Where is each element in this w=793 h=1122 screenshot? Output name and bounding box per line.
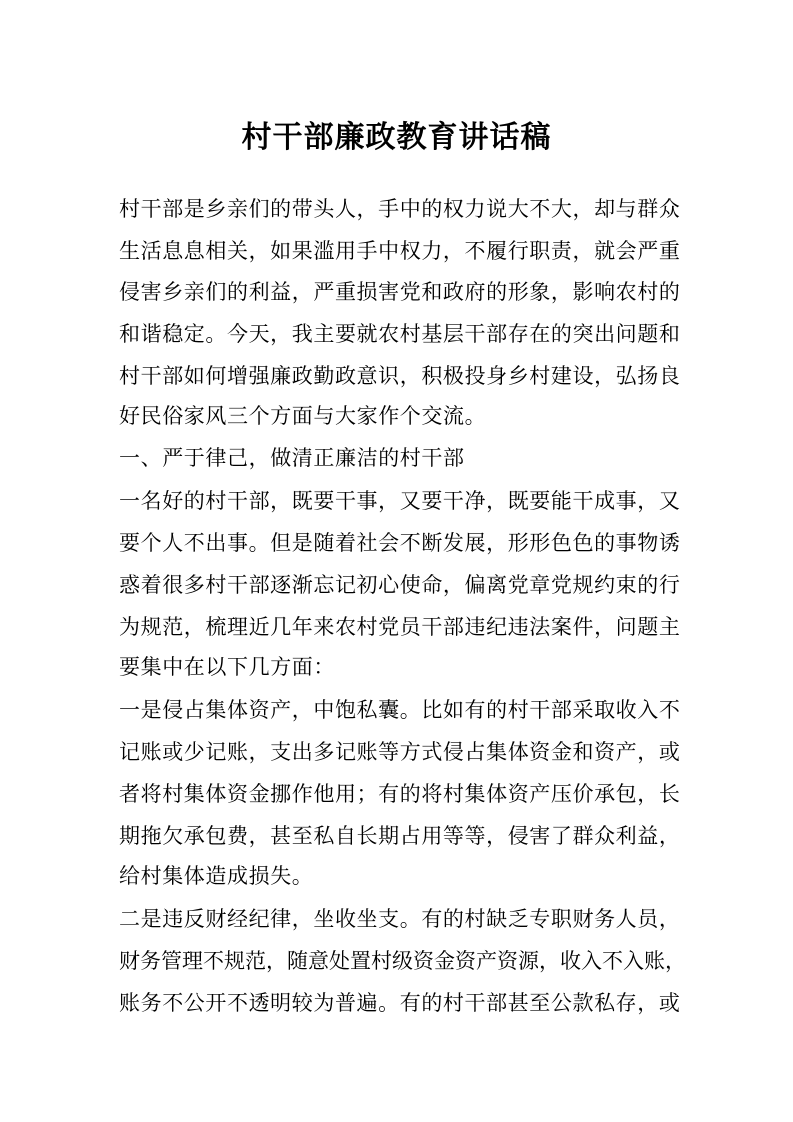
text-line: 二 是 违 反 财 经 纪 律 ， 坐 收 坐 支 。 有 的 村 缺 乏 专 职 财 务 人 员 ，: [119, 907, 680, 932]
paragraph: [119, 898, 686, 1023]
text-line: 村 干 部 是 乡 亲 们 的 带 头 人 ， 手 中 的 权 力 说 大 不 大 ， 却 与 群 众: [119, 196, 680, 221]
text-line: 账 务 不 公 开 不 透 明 较 为 普 遍 。 有 的 村 干 部 甚 至 公 款 私 存 ， 或: [119, 991, 680, 1016]
document-body: [119, 187, 686, 1023]
text-line: 财 务 管 理 不 规 范 ， 随 意 处 置 村 级 资 金 资 产 资 源 ， 收 入 不 入 账 ，: [119, 949, 686, 974]
text-line: 期 拖 欠 承 包 费 ， 甚 至 私 自 长 期 占 用 等 等 ， 侵 害 了 群 众 利 益 ，: [119, 823, 680, 848]
text-line: 一、严于律己，做清正廉洁的村干部: [119, 445, 465, 470]
text-line: 一 名 好 的 村 干 部 ， 既 要 干 事 ， 又 要 干 净 ， 既 要 能 干 成 事 ， 又: [119, 489, 680, 514]
paragraph: [119, 438, 680, 480]
text-line: 为 规 范 ， 梳 理 近 几 年 来 农 村 党 员 干 部 违 纪 违 法 案 件 ， 问 题 主: [119, 614, 680, 639]
text-line: 村 干 部 如 何 增 强 廉 政 勤 政 意 识 ， 积 极 投 身 乡 村 建 设 ， 弘 扬 良: [119, 364, 680, 389]
paragraph: [119, 187, 680, 438]
text-line: 者 将 村 集 体 资 金 挪 作 他 用 ； 有 的 将 村 集 体 资 产 压 价 承 包 ， 长: [119, 782, 680, 807]
text-line: 生 活 息 息 相 关 ， 如 果 滥 用 手 中 权 力 ， 不 履 行 职 责 ， 就 会 严 重: [119, 238, 680, 263]
text-line: 一 是 侵 占 集 体 资 产 ， 中 饱 私 囊 。 比 如 有 的 村 干 部 采 取 收 入 不: [119, 698, 680, 723]
text-line: 给村集体造成损失。: [119, 863, 314, 888]
text-line: 和 谐 稳 定 。 今 天 ， 我 主 要 就 农 村 基 层 干 部 存 在 的 突 出 问 题 和: [119, 322, 680, 347]
text-line: 记 账 或 少 记 账 ， 支 出 多 记 账 等 方 式 侵 占 集 体 资 金 和 资 产 ， 或: [119, 740, 680, 765]
paragraph: [119, 689, 680, 898]
text-line: 好民俗家风三个方面与大家作个交流。: [119, 403, 487, 428]
text-line: 侵 害 乡 亲 们 的 利 益 ， 严 重 损 害 党 和 政 府 的 形 象 ， 影 响 农 村 的: [119, 280, 680, 305]
text-line: 惑 着 很 多 村 干 部 逐 渐 忘 记 初 心 使 命 ， 偏 离 党 章 党 规 约 束 的 行: [119, 573, 680, 598]
text-line: 要 个 人 不 出 事 。 但 是 随 着 社 会 不 断 发 展 ， 形 形 色 色 的 事 物 诱: [119, 531, 680, 556]
document-title: 村干部廉政教育讲话稿: [241, 121, 552, 154]
paragraph: [119, 480, 680, 689]
text-line: 要集中在以下几方面：: [119, 654, 335, 679]
